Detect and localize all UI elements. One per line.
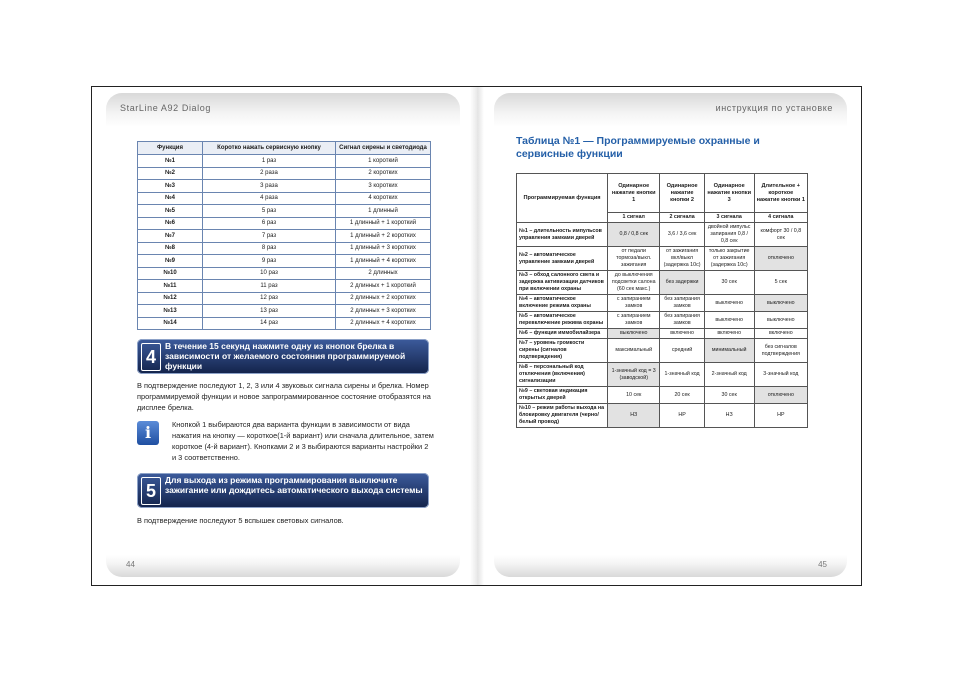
table-cell: №13 <box>138 305 203 318</box>
column-header: Одинарное нажатие кнопки 3 <box>704 174 754 213</box>
table-row <box>138 305 431 318</box>
table-cell: 13 раз <box>203 305 336 318</box>
table-cell: 2 длинных + 2 коротких <box>336 292 431 305</box>
table-row <box>517 339 808 363</box>
book-gutter <box>470 87 484 585</box>
option-cell: без запирания замков <box>660 312 704 329</box>
table-cell: 10 раз <box>203 267 336 280</box>
table-row <box>517 312 808 329</box>
option-cell: без сигналов подтверждения <box>754 339 807 363</box>
table-cell: №8 <box>138 242 203 255</box>
table-cell: 2 коротких <box>336 167 431 180</box>
table-cell: 2 длинных <box>336 267 431 280</box>
table-row <box>138 230 431 243</box>
step-text: Для выхода из режима программирования выключите зажигание или дождитесь автоматического выхода системы <box>165 475 423 495</box>
table-cell: №10 <box>138 267 203 280</box>
programmable-functions-table <box>516 173 808 428</box>
table-row <box>517 247 808 271</box>
info-note-text <box>172 419 434 463</box>
option-cell: включено <box>754 329 807 339</box>
table-cell: 1 длинный + 1 короткий <box>336 217 431 230</box>
service-button-table <box>137 141 431 330</box>
table-cell: №5 <box>138 205 203 218</box>
column-header: Длительное + короткое нажатие кнопки 1 <box>754 174 807 213</box>
signal-cell: 4 сигнала <box>754 213 807 223</box>
column-header: Одинарное нажатие кнопки 1 <box>608 174 660 213</box>
option-cell: НЗ <box>704 404 754 428</box>
left-page-footer: 44 <box>106 555 460 577</box>
right-page-footer: 45 <box>494 555 847 577</box>
table-row <box>138 192 431 205</box>
option-cell: минимальный <box>704 339 754 363</box>
option-cell: максимальный <box>608 339 660 363</box>
table-row <box>517 387 808 404</box>
step-4-box <box>137 339 429 374</box>
option-cell: 5 сек <box>754 271 807 295</box>
option-cell: двойной импульс запирания 0,8 / 0,8 сек <box>704 223 754 247</box>
option-cell: с запиранием замков <box>608 312 660 329</box>
table-cell: №11 <box>138 280 203 293</box>
table-cell: 1 длинный + 3 коротких <box>336 242 431 255</box>
step-number: 4 <box>141 343 161 371</box>
table-header-row <box>517 174 808 213</box>
table-cell: №6 <box>138 217 203 230</box>
table-cell: №1 <box>138 155 203 168</box>
option-cell: выключено <box>704 312 754 329</box>
function-cell: №2 – автоматическое управление замками дверей <box>517 247 608 271</box>
table-cell: 1 длинный + 4 коротких <box>336 255 431 268</box>
option-cell: выключено <box>754 312 807 329</box>
table-cell: 6 раз <box>203 217 336 230</box>
info-icon: i <box>137 421 159 445</box>
table-cell: №3 <box>138 180 203 193</box>
table-row <box>517 329 808 339</box>
option-cell: 3-значный код <box>754 363 807 387</box>
table-row <box>138 217 431 230</box>
column-header: Одинарное нажатие кнопки 2 <box>660 174 704 213</box>
option-cell: 30 сек <box>704 271 754 295</box>
table-row <box>138 317 431 330</box>
table-cell: 1 раз <box>203 155 336 168</box>
table-header-row <box>138 142 431 155</box>
option-cell: 3,6 / 3,6 сек <box>660 223 704 247</box>
table-title: Таблица №1 — Программируемые охранные и сервисные функции <box>516 135 760 160</box>
table-cell: №9 <box>138 255 203 268</box>
info-note-body: Кнопкой 1 выбираются два варианта функции в зависимости от вида нажатия на кнопку — короткое(1-й вариант) или сначала длительное, затем короткое (4-й вариант). Кнопками 2 и 3 выбираются варианты настройки 2 и 3 соответственно. <box>172 420 434 462</box>
step-number: 5 <box>141 477 161 505</box>
table-cell: 9 раз <box>203 255 336 268</box>
signal-cell: 1 сигнал <box>608 213 660 223</box>
option-cell: выключено <box>704 295 754 312</box>
column-header: Функция <box>138 142 203 155</box>
table-cell: 2 длинных + 1 короткий <box>336 280 431 293</box>
table-cell: 3 раза <box>203 180 336 193</box>
table-cell: №14 <box>138 317 203 330</box>
table-cell: 11 раз <box>203 280 336 293</box>
table-row <box>517 295 808 312</box>
option-cell: средний <box>660 339 704 363</box>
function-cell: №5 – автоматическое перевключение режима охраны <box>517 312 608 329</box>
table-row <box>517 271 808 295</box>
function-cell: №7 – уровень громкости сирены (сигналов подтверждения) <box>517 339 608 363</box>
table-cell: 2 раза <box>203 167 336 180</box>
table-row <box>138 267 431 280</box>
signal-cell: 3 сигнала <box>704 213 754 223</box>
option-cell: без запирания замков <box>660 295 704 312</box>
column-header: Коротко нажать сервисную кнопку <box>203 142 336 155</box>
option-cell: включено <box>660 329 704 339</box>
option-cell: 2-значный код <box>704 363 754 387</box>
function-cell: №9 – световая индикация открытых дверей <box>517 387 608 404</box>
book-spread <box>91 86 862 586</box>
option-cell: 10 сек <box>608 387 660 404</box>
option-cell: отключено <box>754 247 807 271</box>
option-cell: без задержки <box>660 271 704 295</box>
option-cell: НР <box>754 404 807 428</box>
confirmation-paragraph: В подтверждение последуют 1, 2, 3 или 4 звуковых сигнала сирены и брелка. Номер программируемой функции и новое запрограммированное состояние отобразятся на дисплее брелка. <box>137 381 431 412</box>
table-cell: №7 <box>138 230 203 243</box>
option-cell: от зажигания вкл/выкл (задержка 10с) <box>660 247 704 271</box>
table-cell: 4 раза <box>203 192 336 205</box>
table-row <box>138 292 431 305</box>
step-5-box <box>137 473 429 508</box>
function-cell: №10 – режим работы выхода на блокировку двигателя (черно/белый провод) <box>517 404 608 428</box>
right-page-header: инструкция по установке <box>494 93 847 127</box>
option-cell: 0,8 / 0,8 сек <box>608 223 660 247</box>
table-cell: 3 коротких <box>336 180 431 193</box>
table-cell: 8 раз <box>203 242 336 255</box>
right-page <box>484 87 861 585</box>
option-cell: включено <box>704 329 754 339</box>
table-row <box>138 205 431 218</box>
table-cell: 12 раз <box>203 292 336 305</box>
table-cell: 4 коротких <box>336 192 431 205</box>
step-text: В течение 15 секунд нажмите одну из кнопок брелка в зависимости от желаемого состояния программируемой функции <box>165 341 406 371</box>
function-cell: №1 – длительность импульсов управления замками дверей <box>517 223 608 247</box>
table-cell: 2 длинных + 4 коротких <box>336 317 431 330</box>
table-row <box>517 223 808 247</box>
function-cell: №8 – персональный код отключения (включения) сигнализации <box>517 363 608 387</box>
option-cell: 20 сек <box>660 387 704 404</box>
table-row <box>138 255 431 268</box>
table-cell: 2 длинных + 3 коротких <box>336 305 431 318</box>
table-row <box>517 363 808 387</box>
table-row <box>138 167 431 180</box>
option-cell: 30 сек <box>704 387 754 404</box>
option-cell: НР <box>660 404 704 428</box>
option-cell: комфорт 30 / 0,8 сек <box>754 223 807 247</box>
table-row <box>138 155 431 168</box>
option-cell: до выключения подсветки салона (60 сек макс.) <box>608 271 660 295</box>
option-cell: выключено <box>608 329 660 339</box>
table-cell: 1 короткий <box>336 155 431 168</box>
table-cell: №4 <box>138 192 203 205</box>
option-cell: отключено <box>754 387 807 404</box>
table-row <box>517 404 808 428</box>
table-cell: 1 длинный <box>336 205 431 218</box>
signal-cell: 2 сигнала <box>660 213 704 223</box>
left-page <box>92 87 470 585</box>
function-cell: №4 – автоматическое включение режима охраны <box>517 295 608 312</box>
option-cell: НЗ <box>608 404 660 428</box>
option-cell: 1-значный код = 3 (заводской) <box>608 363 660 387</box>
option-cell: выключено <box>754 295 807 312</box>
option-cell: от педали тормоза/выкл. зажигания <box>608 247 660 271</box>
table-cell: №2 <box>138 167 203 180</box>
option-cell: с запиранием замков <box>608 295 660 312</box>
column-header: Сигнал сирены и светодиода <box>336 142 431 155</box>
option-cell: только закрытие от зажигания (задержка 10с) <box>704 247 754 271</box>
option-cell: 1-значный код <box>660 363 704 387</box>
table-cell: 7 раз <box>203 230 336 243</box>
function-cell: №6 – функция иммобилайзера <box>517 329 608 339</box>
table-row <box>138 242 431 255</box>
column-header: Программируемая функция <box>517 174 608 223</box>
left-page-header: StarLine A92 Dialog <box>106 93 460 127</box>
table-row <box>138 280 431 293</box>
table-cell: 5 раз <box>203 205 336 218</box>
table-cell: 1 длинный + 2 коротких <box>336 230 431 243</box>
table-cell: 14 раз <box>203 317 336 330</box>
exit-confirmation-paragraph: В подтверждение последуют 5 вспышек световых сигналов. <box>137 516 344 525</box>
table-row <box>138 180 431 193</box>
function-cell: №3 – обход салонного света и задержка активизации датчиков при включении охраны <box>517 271 608 295</box>
table-cell: №12 <box>138 292 203 305</box>
